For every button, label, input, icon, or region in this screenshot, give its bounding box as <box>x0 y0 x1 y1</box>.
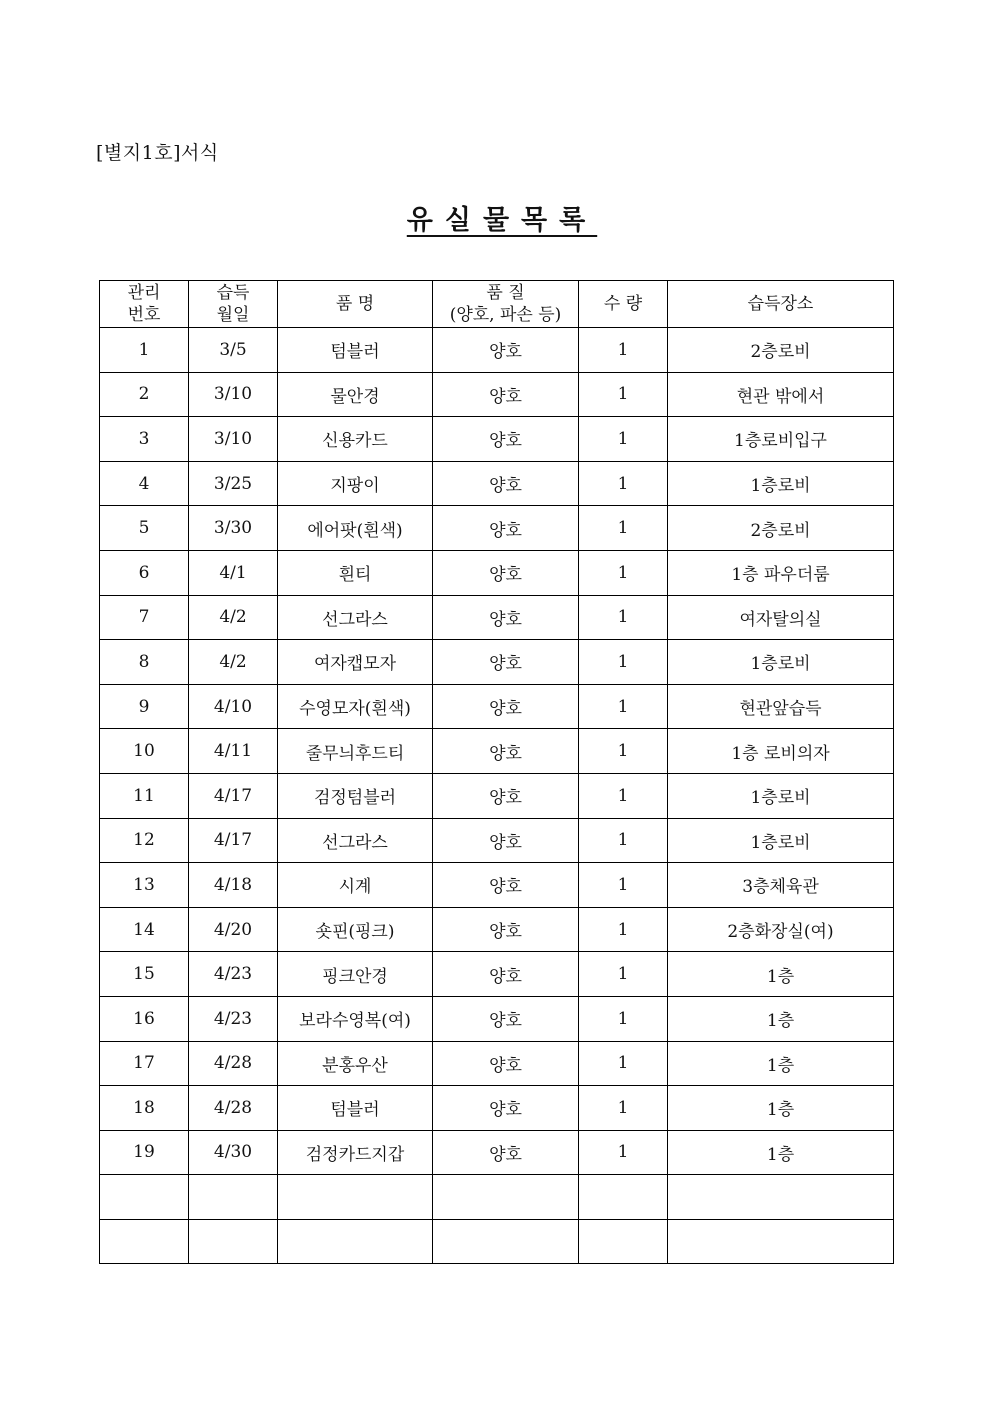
cell-place: 1층 <box>668 996 894 1041</box>
table-row <box>100 372 894 417</box>
header-date-line1: 습득 <box>216 283 250 303</box>
cell-no: 17 <box>100 1041 189 1086</box>
cell-no: 4 <box>100 461 189 506</box>
cell-item <box>278 1219 433 1264</box>
cell-item: 분홍우산 <box>278 1041 433 1086</box>
cell-no: 7 <box>100 595 189 640</box>
cell-no: 19 <box>100 1130 189 1175</box>
cell-no: 18 <box>100 1086 189 1131</box>
cell-date: 4/23 <box>189 996 278 1041</box>
table-header-row <box>100 281 894 328</box>
cell-item: 숏핀(핑크) <box>278 907 433 952</box>
cell-date: 4/2 <box>189 595 278 640</box>
cell-no: 10 <box>100 729 189 774</box>
cell-qty: 1 <box>579 773 668 818</box>
table-row <box>100 1041 894 1086</box>
cell-no: 16 <box>100 996 189 1041</box>
cell-item: 에어팟(흰색) <box>278 506 433 551</box>
cell-date: 4/10 <box>189 684 278 729</box>
table-row <box>100 1130 894 1175</box>
cell-date: 3/10 <box>189 372 278 417</box>
cell-date <box>189 1219 278 1264</box>
table-row-empty <box>100 1219 894 1264</box>
header-qty-text: 수 량 <box>603 294 643 314</box>
cell-place: 1층로비 <box>668 773 894 818</box>
cell-date: 3/25 <box>189 461 278 506</box>
cell-date: 3/10 <box>189 417 278 462</box>
cell-qty: 1 <box>579 328 668 373</box>
cell-quality <box>433 1175 579 1220</box>
cell-quality: 양호 <box>433 1130 579 1175</box>
lost-items-table <box>99 280 894 1264</box>
cell-place <box>668 1219 894 1264</box>
cell-qty: 1 <box>579 684 668 729</box>
cell-quality: 양호 <box>433 595 579 640</box>
cell-date: 4/2 <box>189 640 278 685</box>
cell-qty <box>579 1175 668 1220</box>
cell-place: 2층로비 <box>668 506 894 551</box>
cell-item: 여자캡모자 <box>278 640 433 685</box>
cell-qty: 1 <box>579 863 668 908</box>
table-row <box>100 684 894 729</box>
cell-item: 지팡이 <box>278 461 433 506</box>
cell-item: 줄무늬후드티 <box>278 729 433 774</box>
cell-qty: 1 <box>579 996 668 1041</box>
cell-date: 4/1 <box>189 550 278 595</box>
cell-place: 1층로비입구 <box>668 417 894 462</box>
cell-place: 1층 <box>668 1130 894 1175</box>
cell-no: 15 <box>100 952 189 997</box>
cell-item: 수영모자(흰색) <box>278 684 433 729</box>
table-row <box>100 907 894 952</box>
page-title-text: 유실물목록 <box>406 205 598 236</box>
table-row <box>100 729 894 774</box>
header-no-line1: 관리 <box>127 283 161 303</box>
table-row <box>100 952 894 997</box>
cell-quality: 양호 <box>433 1041 579 1086</box>
cell-place <box>668 1175 894 1220</box>
cell-item: 텀블러 <box>278 1086 433 1131</box>
table-row <box>100 1086 894 1131</box>
cell-date: 3/30 <box>189 506 278 551</box>
cell-quality: 양호 <box>433 640 579 685</box>
form-label: [별지1호]서식 <box>96 142 219 164</box>
header-management-number <box>100 281 189 328</box>
cell-quality: 양호 <box>433 773 579 818</box>
cell-quality: 양호 <box>433 863 579 908</box>
cell-no: 9 <box>100 684 189 729</box>
table-row <box>100 595 894 640</box>
table-row <box>100 461 894 506</box>
cell-quality: 양호 <box>433 996 579 1041</box>
cell-date: 4/23 <box>189 952 278 997</box>
cell-no: 11 <box>100 773 189 818</box>
cell-quality: 양호 <box>433 684 579 729</box>
cell-date: 4/11 <box>189 729 278 774</box>
cell-place: 여자탈의실 <box>668 595 894 640</box>
cell-place: 1층 로비의자 <box>668 729 894 774</box>
cell-no: 8 <box>100 640 189 685</box>
cell-no: 1 <box>100 328 189 373</box>
cell-quality: 양호 <box>433 729 579 774</box>
cell-qty: 1 <box>579 1130 668 1175</box>
cell-qty: 1 <box>579 506 668 551</box>
table-row <box>100 818 894 863</box>
cell-qty: 1 <box>579 372 668 417</box>
header-no-line2: 번호 <box>127 305 161 325</box>
cell-item: 시계 <box>278 863 433 908</box>
page-title <box>0 198 992 237</box>
cell-qty: 1 <box>579 550 668 595</box>
header-quality-line2: (양호, 파손 등) <box>449 305 562 325</box>
cell-no: 5 <box>100 506 189 551</box>
cell-item: 신용카드 <box>278 417 433 462</box>
cell-qty: 1 <box>579 952 668 997</box>
cell-quality: 양호 <box>433 818 579 863</box>
cell-place: 1층 <box>668 1041 894 1086</box>
header-acquired-date <box>189 281 278 328</box>
cell-item: 검정카드지갑 <box>278 1130 433 1175</box>
cell-qty: 1 <box>579 461 668 506</box>
cell-date: 4/17 <box>189 773 278 818</box>
cell-date: 4/28 <box>189 1086 278 1131</box>
cell-date: 4/20 <box>189 907 278 952</box>
header-place-text: 습득장소 <box>747 294 814 314</box>
cell-item: 보라수영복(여) <box>278 996 433 1041</box>
header-item-name <box>278 281 433 328</box>
table-row <box>100 328 894 373</box>
cell-qty: 1 <box>579 595 668 640</box>
cell-item: 검정텀블러 <box>278 773 433 818</box>
cell-no: 6 <box>100 550 189 595</box>
cell-qty: 1 <box>579 1086 668 1131</box>
table-row <box>100 996 894 1041</box>
table-row <box>100 640 894 685</box>
cell-date: 4/28 <box>189 1041 278 1086</box>
cell-item: 물안경 <box>278 372 433 417</box>
cell-quality: 양호 <box>433 907 579 952</box>
cell-qty: 1 <box>579 640 668 685</box>
cell-place: 1층로비 <box>668 461 894 506</box>
cell-place: 1층 <box>668 952 894 997</box>
cell-quality: 양호 <box>433 417 579 462</box>
cell-item: 흰티 <box>278 550 433 595</box>
cell-place: 2층화장실(여) <box>668 907 894 952</box>
cell-quality <box>433 1219 579 1264</box>
cell-quality: 양호 <box>433 550 579 595</box>
cell-date: 4/30 <box>189 1130 278 1175</box>
header-item-text: 품 명 <box>335 294 375 314</box>
cell-item <box>278 1175 433 1220</box>
table-row <box>100 550 894 595</box>
cell-place: 현관앞습득 <box>668 684 894 729</box>
cell-quality: 양호 <box>433 506 579 551</box>
cell-quality: 양호 <box>433 328 579 373</box>
cell-qty: 1 <box>579 907 668 952</box>
cell-place: 1층 <box>668 1086 894 1131</box>
cell-item: 선그라스 <box>278 818 433 863</box>
cell-place: 2층로비 <box>668 328 894 373</box>
table-row <box>100 506 894 551</box>
table-row <box>100 863 894 908</box>
cell-date <box>189 1175 278 1220</box>
cell-qty: 1 <box>579 729 668 774</box>
header-quality-line1: 품 질 <box>486 283 525 303</box>
cell-quality: 양호 <box>433 952 579 997</box>
cell-no <box>100 1219 189 1264</box>
cell-quality: 양호 <box>433 372 579 417</box>
cell-place: 3층체육관 <box>668 863 894 908</box>
cell-place: 1층로비 <box>668 818 894 863</box>
cell-qty <box>579 1219 668 1264</box>
cell-place: 1층 파우더룸 <box>668 550 894 595</box>
cell-date: 3/5 <box>189 328 278 373</box>
cell-qty: 1 <box>579 417 668 462</box>
cell-item: 선그라스 <box>278 595 433 640</box>
cell-no: 13 <box>100 863 189 908</box>
cell-no: 12 <box>100 818 189 863</box>
cell-place: 1층로비 <box>668 640 894 685</box>
cell-qty: 1 <box>579 818 668 863</box>
cell-quality: 양호 <box>433 1086 579 1131</box>
header-quality <box>433 281 579 328</box>
header-date-line2: 월일 <box>216 305 250 325</box>
cell-no: 2 <box>100 372 189 417</box>
cell-item: 텀블러 <box>278 328 433 373</box>
cell-no: 3 <box>100 417 189 462</box>
cell-no: 14 <box>100 907 189 952</box>
cell-date: 4/18 <box>189 863 278 908</box>
cell-no <box>100 1175 189 1220</box>
table-row <box>100 417 894 462</box>
cell-date: 4/17 <box>189 818 278 863</box>
header-acquired-place <box>668 281 894 328</box>
cell-item: 핑크안경 <box>278 952 433 997</box>
cell-quality: 양호 <box>433 461 579 506</box>
table-row <box>100 773 894 818</box>
cell-place: 현관 밖에서 <box>668 372 894 417</box>
table-row-empty <box>100 1175 894 1220</box>
header-quantity <box>579 281 668 328</box>
cell-qty: 1 <box>579 1041 668 1086</box>
table-body <box>100 328 894 1264</box>
